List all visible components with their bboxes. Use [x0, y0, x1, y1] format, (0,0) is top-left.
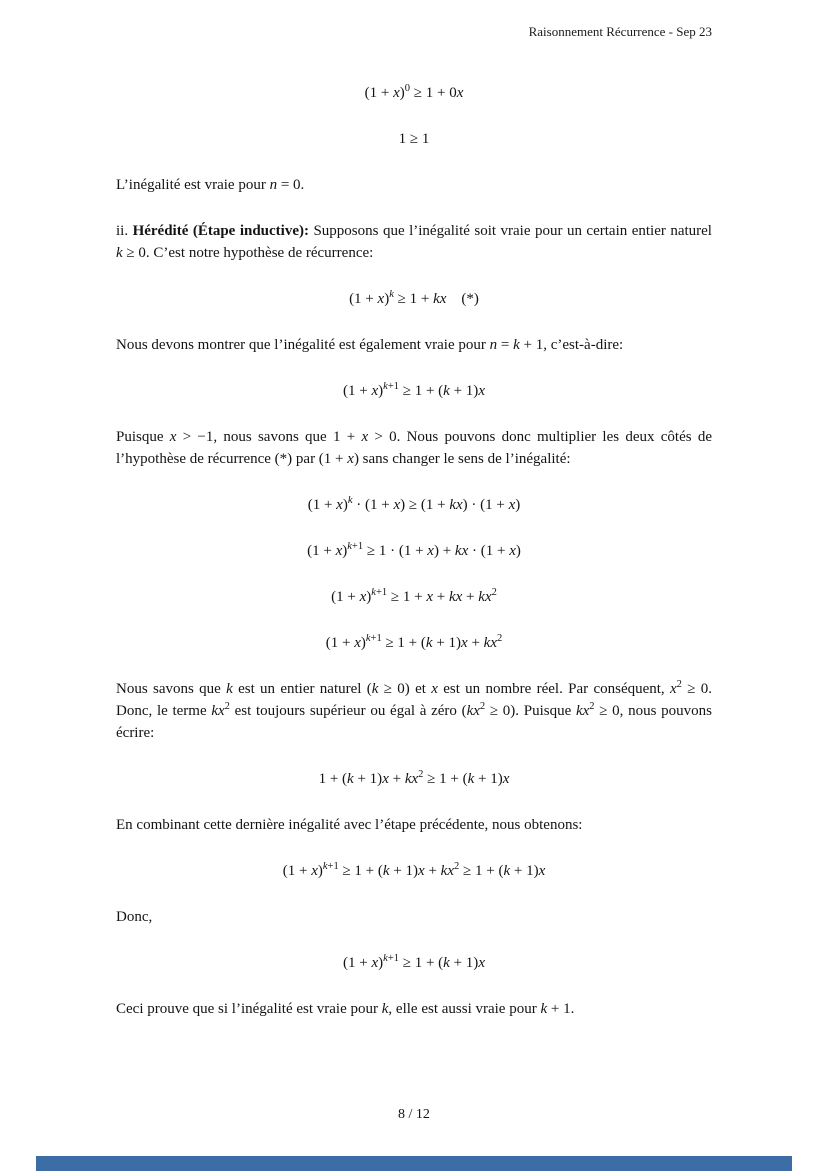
paragraph-multiply: Puisque x > −1, nous savons que 1 + x > 0. Nous pouvons donc multiplier les deux côtés de l’hypothèse de récurrence (*) par (1 + x) sans changer le sens de l’inégalité: [116, 429, 712, 467]
paragraph-base-conclusion: L’inégalité est vraie pour n = 0. [116, 177, 305, 193]
paragraph-final: Ceci prouve que si l’inégalité est vraie pour k, elle est aussi vraie pour k + 1. [116, 1001, 575, 1017]
equation-goal: $(1 + x)^{k+1} \ge 1 + (k + 1)x$ [343, 381, 485, 399]
equation-base-case: $(1 + x)^0 \ge 1 + 0x$ [364, 83, 464, 101]
paragraph-goal: Nous devons montrer que l’inégalité est également vraie pour n = k + 1, c’est-à-dire: [116, 337, 624, 353]
equation-step3: $(1 + x)^{k+1} \ge 1 + x$ + kx + $kx^2$ [331, 587, 497, 605]
paragraph-donc: Donc, [116, 909, 153, 925]
paragraph-kx2-argument: Nous savons que k est un entier naturel (k ≥ 0) et x est un nombre réel. Par conséquent, $x^2 \ge 0$. Donc, le terme $kx^2$ est toujours supérieur ou égal à zéro $(kx^2 \ge 0)$. Puisque $kx^2 \ge 0$, nous pouvons écrire: [116, 679, 713, 741]
equation-kx2: $1 + (k + 1)x + kx^2 \ge 1 + (k + 1)x$ [318, 769, 510, 787]
page-number: 8 / 12 [398, 1107, 430, 1122]
equation-step2: $(1 + x)^{k+1} \ge 1 \cdot (1 + x)$ + kx · (1 + x) [307, 541, 521, 559]
equation-step1: $(1 + x)^k \cdot (1 + x) \ge (1 + kx) \cdot (1 + x)$ [307, 495, 521, 513]
next-page-band [36, 1156, 792, 1171]
paragraph-combine: En combinant cette dernière inégalité avec l’étape précédente, nous obtenons: [116, 817, 583, 833]
equation-hypothesis: $(1 + x)^k \ge 1$ + kx (*) [349, 289, 479, 307]
equation-combined: $(1 + x)^{k+1} \ge 1 + (k + 1)x + kx^2 \ge 1 + (k + 1)x$ [282, 861, 546, 879]
paragraph-heredity-intro: ii. Hérédité (Étape inductive): Supposons que l’inégalité soit vraie pour un certain entier naturel k ≥ 0. C’est notre hypothèse de récurrence: [116, 223, 712, 261]
document-header: Raisonnement Récurrence - Sep 23 [528, 24, 712, 39]
equation-step4: $(1 + x)^{k+1} \ge 1 + (k + 1)x + kx^2$ [325, 633, 503, 651]
equation-base-result: 1 ≥ 1 [398, 131, 430, 147]
equation-conclusion: $(1 + x)^{k+1} \ge 1 + (k + 1)x$ [343, 953, 485, 971]
